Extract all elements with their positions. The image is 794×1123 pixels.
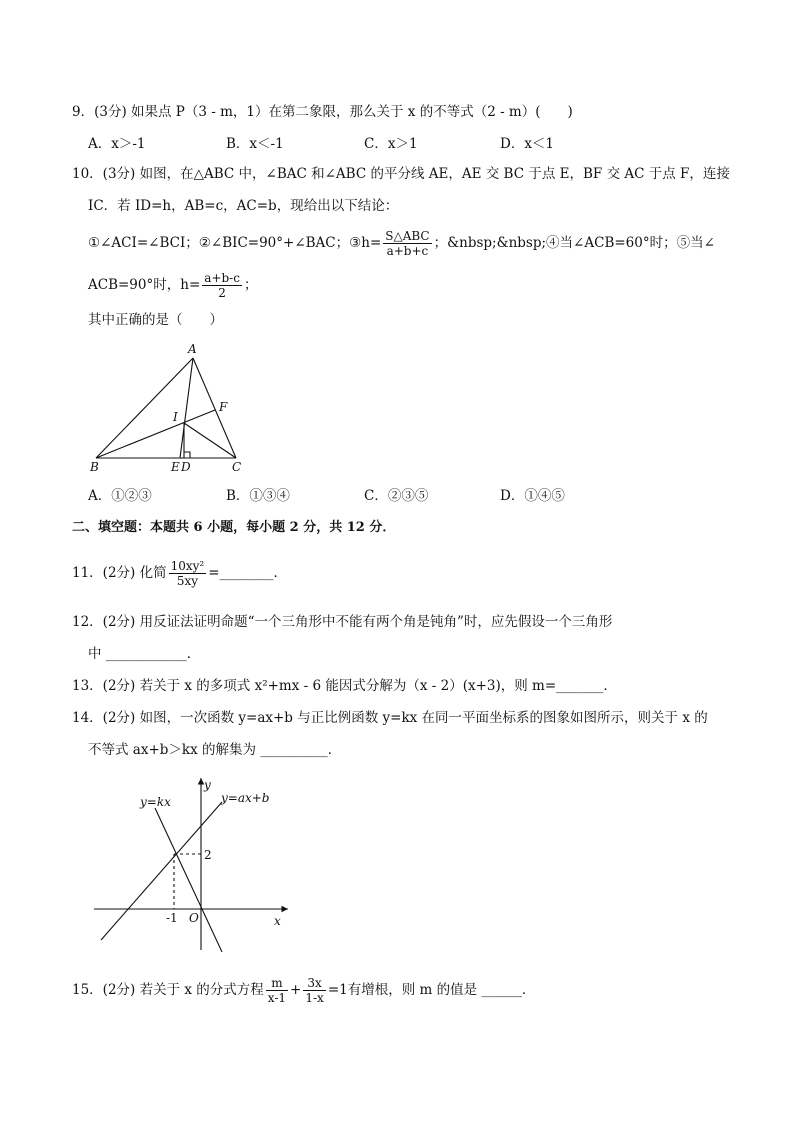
q10-conclusions-row2 [88, 268, 257, 302]
q10-fraction-2 [202, 271, 242, 300]
q10-option-c: C．②③⑤ [364, 488, 429, 504]
label-c: C [232, 460, 242, 474]
q11-fraction [169, 559, 207, 588]
q10-ask: 其中正确的是（ ） [88, 312, 223, 328]
label-y-kx: y=kx [140, 795, 171, 809]
q9-option-a: A．x＞-1 [88, 136, 146, 152]
q11-prefix: 11．(2分) 化简 [72, 565, 167, 581]
q15-plus: + [290, 982, 302, 998]
label-y-ax-b: y=ax+b [221, 791, 270, 805]
q10-frac1-num: S△ABC [385, 229, 430, 243]
q15-f2-num: 3x [303, 976, 325, 991]
q15-prefix: 15．(2分) 若关于 x 的分式方程 [72, 982, 264, 998]
q9-option-b: B．x＜-1 [226, 136, 284, 152]
q12-line2: 中 ____________． [88, 646, 201, 662]
line-ab [96, 358, 193, 458]
label-d: D [181, 460, 191, 474]
q15-f2-den: 1-x [305, 991, 324, 1005]
q9-stem: 9．(3分) 如果点 P（3 - m，1）在第二象限，那么关于 x 的不等式（2 - m）( ) [72, 104, 573, 120]
q15-eq: =1 [327, 982, 348, 998]
q15-f1-num: m [266, 976, 288, 991]
label-x-axis: x [274, 914, 281, 928]
label-b: B [90, 460, 99, 474]
q10-h2-label: h= [180, 277, 201, 293]
q11-frac-num: 10xy² [170, 559, 205, 573]
q10-semicolon: ； [243, 277, 258, 293]
q10-line1: 10．(3分) 如图，在△ABC 中，∠BAC 和∠ABC 的平分线 AE，AE 交 BC 于点 E，BF 交 AC 于点 F，连接 [72, 166, 730, 182]
label-x-neg1: -1 [166, 911, 178, 925]
label-i: I [173, 410, 178, 424]
q15-f1-den: x-1 [267, 991, 287, 1005]
line-bf [96, 410, 215, 458]
q10-line2: IC．若 ID=h，AB=c，AC=b，现给出以下结论： [88, 198, 399, 214]
q10-frac2-num: a+b-c [204, 271, 240, 285]
q11 [72, 555, 287, 591]
line-y-kx [155, 808, 222, 952]
label-y-axis: y [204, 778, 211, 792]
q15-fraction-1 [266, 976, 288, 1005]
q11-suffix: =________． [208, 565, 288, 581]
label-y-2: 2 [204, 848, 212, 862]
q9-option-d: D．x＜1 [500, 136, 555, 152]
q10-triangle-figure [80, 338, 260, 478]
label-origin: O [189, 911, 199, 925]
q10-conclusion-part3: ACB=90°时， [88, 277, 181, 293]
q15-fraction-2 [303, 976, 325, 1005]
q15 [72, 972, 535, 1008]
q14-line2: 不等式 ax+b＞kx 的解集为 __________． [88, 742, 342, 758]
q10-conclusions-row1 [88, 226, 715, 260]
section-2-title: 二、填空题：本题共 6 小题，每小题 2 分，共 12 分． [72, 520, 396, 535]
q14-line1: 14．(2分) 如图，一次函数 y=ax+b 与正比例函数 y=kx 在同一平面坐标系的图象如图所示，则关于 x 的 [72, 710, 708, 726]
line-ae [180, 358, 193, 458]
q9-option-c: C．x＞1 [364, 136, 418, 152]
q10-option-b: B．①③④ [226, 488, 290, 504]
label-f: F [219, 400, 228, 414]
q14-graph [88, 772, 298, 952]
q13: 13．(2分) 若关于 x 的多项式 x²+mx - 6 能因式分解为（x - 2）(x+3)，则 m=_______． [72, 678, 617, 694]
q10-h-label: h= [361, 235, 382, 251]
q10-conclusion-part1: ①∠ACI=∠BCI；②∠BIC=90°+∠BAC；③ [88, 235, 362, 251]
q10-option-a: A．①②③ [88, 488, 152, 504]
q10-conclusion-part2: ；&nbsp;&nbsp;④当∠ACB=60°时；⑤当∠ [433, 235, 715, 251]
q12-line1: 12．(2分) 用反证法证明命题“一个三角形中不能有两个角是钝角”时，应先假设一个三角形 [72, 614, 613, 630]
q10-frac2-den: 2 [218, 286, 226, 300]
q10-fraction-1 [383, 229, 431, 258]
label-a: A [188, 342, 197, 356]
q10-frac1-den: a+b+c [386, 244, 429, 258]
q10-option-d: D．①④⑤ [500, 488, 565, 504]
q11-frac-den: 5xy [176, 574, 198, 588]
right-angle-mark [184, 452, 190, 458]
label-e: E [171, 460, 180, 474]
q15-suffix: 有增根，则 m 的值是 ______． [347, 982, 536, 998]
